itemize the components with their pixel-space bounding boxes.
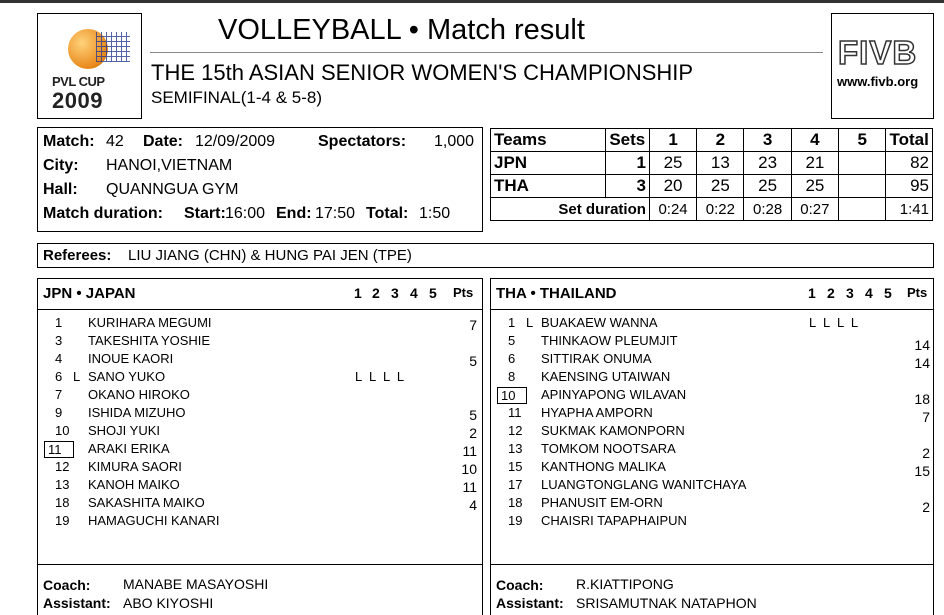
player-row [491, 315, 933, 333]
libero-flag: L [526, 315, 534, 330]
player-sets: L L L L [809, 315, 859, 330]
team-panel-left [37, 278, 483, 615]
player-row [38, 405, 482, 423]
player-name: LUANGTONGLANG WANITCHAYA [541, 477, 747, 492]
player-name: SHOJI YUKI [88, 423, 161, 438]
player-row [491, 423, 933, 441]
player-number: 17 [508, 477, 523, 492]
player-row [38, 387, 482, 405]
player-points: 2 [922, 445, 930, 461]
player-row [38, 441, 482, 459]
set-duration-label: Set duration [491, 198, 650, 221]
set-score [839, 152, 886, 175]
player-name: HYAPHA AMPORN [541, 405, 653, 420]
player-number: 13 [55, 477, 70, 492]
set-score: 23 [744, 152, 791, 175]
assistant-name: SRISAMUTNAK NATAPHON [576, 595, 757, 611]
net-icon [96, 32, 130, 62]
set-col: 3 [846, 285, 854, 301]
referees-value: LIU JIANG (CHN) & HUNG PAI JEN (TPE) [128, 247, 412, 264]
set-score: 25 [649, 152, 696, 175]
player-points: 11 [462, 479, 477, 495]
hall-value: QUANNGUA GYM [106, 181, 239, 198]
team-panel-right [490, 278, 934, 615]
coach-label: Coach: [43, 577, 91, 593]
player-row [491, 495, 933, 513]
player-number: 3 [55, 333, 63, 348]
player-number: 7 [55, 387, 63, 402]
sets-won: 3 [605, 175, 649, 198]
set-col: 4 [865, 285, 873, 301]
score-table [490, 128, 933, 221]
total-score: 82 [886, 152, 933, 175]
coach-divider [38, 564, 482, 565]
total-score: 95 [886, 175, 933, 198]
player-points: 15 [914, 463, 930, 479]
set-score: 25 [791, 175, 838, 198]
team-code: THA [491, 175, 606, 198]
player-name: INOUE KAORI [88, 351, 174, 366]
score-row-tha [491, 175, 933, 198]
player-number: 11 [508, 405, 522, 420]
player-name: APINYAPONG WILAVAN [541, 387, 687, 402]
player-number: 1 [55, 315, 63, 330]
col-total: Total [886, 129, 933, 152]
pts-col: Pts [453, 285, 474, 300]
score-row-jpn [491, 152, 933, 175]
player-points: 14 [914, 355, 930, 371]
pvl-cup-logo [37, 13, 142, 119]
spectators-label: Spectators: [318, 133, 407, 150]
player-name: CHAISRI TAPAPHAIPUN [541, 513, 687, 528]
col-teams: Teams [491, 129, 606, 152]
set-score [839, 175, 886, 198]
player-points: 5 [469, 407, 477, 423]
start-label: Start: [184, 205, 226, 222]
set-duration: 0:22 [697, 198, 744, 221]
player-row [38, 477, 482, 495]
set-score: 25 [697, 175, 744, 198]
player-number: 12 [55, 459, 70, 474]
player-number: 18 [55, 495, 70, 510]
total-label: Total: [366, 205, 409, 222]
match-info-box [37, 127, 483, 232]
set-duration-row [491, 198, 933, 221]
set-col: 3 [391, 285, 399, 301]
player-number: 10 [55, 423, 70, 438]
player-row [38, 495, 482, 513]
player-number: 1 [508, 315, 516, 330]
player-row [38, 423, 482, 441]
player-number: 19 [55, 513, 70, 528]
player-points: 2 [469, 425, 477, 441]
player-number: 19 [508, 513, 523, 528]
player-number: 4 [55, 351, 63, 366]
set-col: 2 [372, 285, 380, 301]
col-set3: 3 [744, 129, 791, 152]
player-sets: L L L L [355, 369, 405, 384]
player-points: 2 [922, 499, 930, 515]
player-row [491, 459, 933, 477]
fivb-brand: FIVB [838, 34, 918, 71]
player-points: 5 [469, 353, 477, 369]
player-points: 4 [469, 497, 477, 513]
player-row [38, 351, 482, 369]
player-name: PHANUSIT EM-ORN [541, 495, 663, 510]
set-col: 1 [354, 285, 362, 301]
player-name: SANO YUKO [88, 369, 166, 384]
city-value: HANOI,VIETNAM [106, 157, 233, 174]
date-label: Date: [143, 133, 184, 150]
player-name: ISHIDA MIZUHO [88, 405, 186, 420]
player-name: KANOH MAIKO [88, 477, 180, 492]
player-row [491, 405, 933, 423]
player-number: 6 [55, 369, 63, 384]
player-name: KIMURA SAORI [88, 459, 182, 474]
player-points: 7 [922, 409, 930, 425]
match-number: 42 [106, 133, 124, 150]
col-sets: Sets [605, 129, 649, 152]
pts-col: Pts [907, 285, 928, 300]
start-time: 16:00 [225, 205, 266, 222]
set-duration: 0:24 [649, 198, 696, 221]
logo-line1: PVL CUP [52, 74, 105, 89]
set-duration: 0:27 [791, 198, 838, 221]
player-points: 7 [469, 317, 477, 333]
top-border [0, 0, 944, 3]
player-row [38, 333, 482, 351]
player-row [38, 369, 482, 387]
player-name: KANTHONG MALIKA [541, 459, 666, 474]
player-row [38, 459, 482, 477]
player-row [491, 333, 933, 351]
city-label: City: [43, 157, 79, 174]
set-duration: 0:28 [744, 198, 791, 221]
coach-name: MANABE MASAYOSHI [123, 576, 269, 592]
assistant-name: ABO KIYOSHI [123, 595, 214, 611]
team-name: JPN • JAPAN [43, 285, 136, 302]
total-duration: 1:41 [886, 198, 933, 221]
referees-box [37, 243, 934, 268]
set-col: 5 [429, 285, 437, 301]
player-number: 5 [508, 333, 516, 348]
player-number: 12 [508, 423, 523, 438]
player-number: 8 [508, 369, 516, 384]
player-points: 18 [914, 391, 930, 407]
team-code: JPN [491, 152, 606, 175]
duration-label: Match duration: [43, 205, 163, 222]
set-duration [839, 198, 886, 221]
player-name: HAMAGUCHI KANARI [88, 513, 220, 528]
fivb-logo [831, 13, 934, 119]
player-row [38, 315, 482, 333]
col-set2: 2 [697, 129, 744, 152]
player-number: 13 [508, 441, 523, 456]
set-col: 5 [884, 285, 892, 301]
match-date: 12/09/2009 [195, 133, 276, 150]
set-score: 21 [791, 152, 838, 175]
coach-divider [491, 564, 933, 565]
player-name: SITTIRAK ONUMA [541, 351, 652, 366]
player-name: BUAKAEW WANNA [541, 315, 658, 330]
player-name: SAKASHITA MAIKO [88, 495, 205, 510]
set-score: 13 [697, 152, 744, 175]
player-number: 11 [44, 441, 74, 458]
col-set4: 4 [791, 129, 838, 152]
player-name: KURIHARA MEGUMI [88, 315, 212, 330]
spectators-value: 1,000 [434, 133, 475, 150]
assistant-label: Assistant: [496, 595, 564, 611]
player-row [491, 441, 933, 459]
player-number: 9 [55, 405, 63, 420]
col-set1: 1 [649, 129, 696, 152]
player-name: KAENSING UTAIWAN [541, 369, 671, 384]
logo-line2: 2009 [52, 88, 103, 113]
title-divider [150, 52, 823, 53]
coach-label: Coach: [496, 577, 544, 593]
set-score: 25 [744, 175, 791, 198]
phase-label: SEMIFINAL(1-4 & 5-8) [151, 88, 322, 107]
player-row [491, 369, 933, 387]
player-row [38, 513, 482, 531]
score-header-row [491, 129, 933, 152]
total-time: 1:50 [419, 205, 451, 222]
player-number: 10 [497, 387, 527, 404]
fivb-url: www.fivb.org [837, 74, 919, 89]
player-points: 11 [462, 443, 477, 459]
player-number: 15 [508, 459, 523, 474]
col-set5: 5 [839, 129, 886, 152]
competition-name: THE 15th ASIAN SENIOR WOMEN'S CHAMPIONSHIP [151, 60, 694, 85]
player-name: TOMKOM NOOTSARA [541, 441, 676, 456]
sets-won: 1 [605, 152, 649, 175]
end-label: End: [276, 205, 312, 222]
player-number: 18 [508, 495, 523, 510]
player-row [491, 351, 933, 369]
player-row [491, 477, 933, 495]
page-title: VOLLEYBALL • Match result [218, 14, 585, 46]
team-header [491, 279, 933, 310]
match-label: Match: [43, 133, 95, 150]
player-row [491, 387, 933, 405]
player-name: THINKAOW PLEUMJIT [541, 333, 678, 348]
end-time: 17:50 [315, 205, 356, 222]
referees-label: Referees: [43, 247, 112, 264]
hall-label: Hall: [43, 181, 78, 198]
player-name: ARAKI ERIKA [88, 441, 170, 456]
assistant-label: Assistant: [43, 595, 111, 611]
player-name: SUKMAK KAMONPORN [541, 423, 685, 438]
team-header [38, 279, 482, 310]
coach-name: R.KIATTIPONG [576, 576, 674, 592]
team-name: THA • THAILAND [496, 285, 617, 302]
libero-flag: L [73, 369, 81, 384]
set-col: 4 [410, 285, 418, 301]
player-name: TAKESHITA YOSHIE [88, 333, 211, 348]
set-col: 2 [827, 285, 835, 301]
set-score: 20 [649, 175, 696, 198]
player-name: OKANO HIROKO [88, 387, 190, 402]
player-points: 14 [914, 337, 930, 353]
player-points: 10 [461, 461, 477, 477]
set-col: 1 [808, 285, 816, 301]
player-number: 6 [508, 351, 516, 366]
player-row [491, 513, 933, 531]
